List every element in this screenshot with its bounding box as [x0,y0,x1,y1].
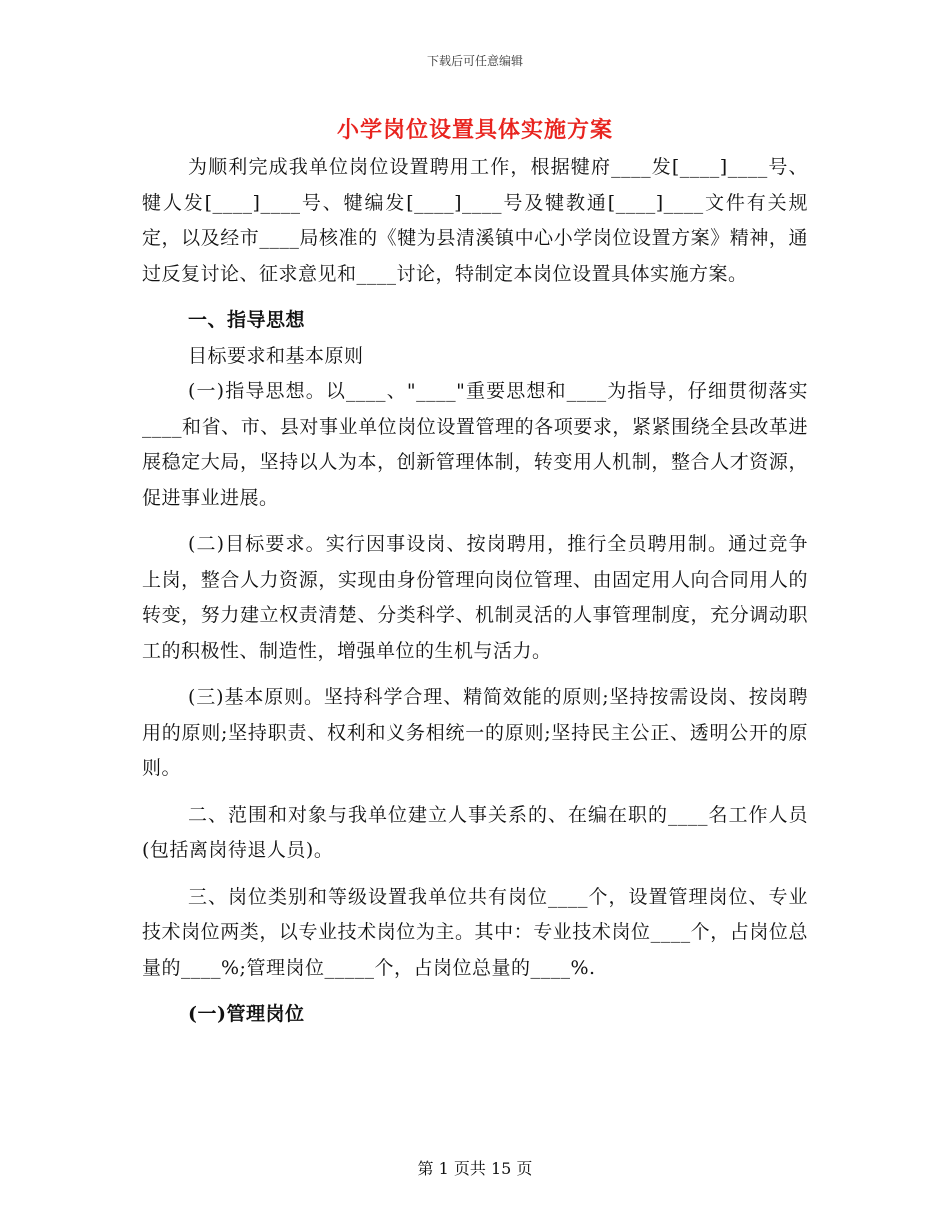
section-heading-guiding-ideology: 一、指导思想 [188,309,306,331]
document-title: 小学岗位设置具体实施方案 [336,117,613,143]
paragraph-basic-principles: (三)基本原则。坚持科学合理、精简效能的原则;坚持按需设岗、按岗聘用的原则;坚持职责、权利和义务相统一的原则;坚持民主公正、透明公开的原则。 [142,686,808,779]
section-heading-management-posts: (一)管理岗位 [188,1003,305,1025]
intro-paragraph: 为顺利完成我单位岗位设置聘用工作，根据犍府____发[____]____号、犍人发[____]____号、犍编发[____]____号及犍教通[____]____文件有关规定，以及经市____局核准的《犍为县清溪镇中心小学岗位设置方案》精神，通过反复讨论、征求意见和____讨论，特制定本岗位设置具体实施方案。 [142,156,808,285]
subheading-goals-principles: 目标要求和基本原则 [188,344,364,367]
paragraph-guiding-ideology: (一)指导思想。以____、"____"重要思想和____为指导，仔细贯彻落实____和省、市、县对事业单位岗位设置管理的各项要求，紧紧围绕全县改革进展稳定大局，坚持以人为本，创新管理体制，转变用人机制，整合人才资源，促进事业进展。 [142,380,808,509]
document-body [142,150,808,1033]
page-header: 下载后可任意编辑 [426,54,523,68]
paragraph-goals: (二)目标要求。实行因事设岗、按岗聘用，推行全员聘用制。通过竞争上岗，整合人力资源，实现由身份管理向岗位管理、由固定用人向合同用人的转变，努力建立权责清楚、分类科学、机制灵活的人事管理制度，充分调动职工的积极性、制造性，增强单位的生机与活力。 [142,533,808,662]
paragraph-scope: 二、范围和对象与我单位建立人事关系的、在编在职的____名工作人员(包括离岗待退人员)。 [142,803,808,861]
paragraph-post-categories: 三、岗位类别和等级设置我单位共有岗位____个，设置管理岗位、专业技术岗位两类，以专业技术岗位为主。其中：专业技术岗位____个，占岗位总量的____%;管理岗位_____个，占岗位总量的____%. [142,885,808,979]
page-footer: 第 1 页共 15 页 [417,1159,533,1178]
